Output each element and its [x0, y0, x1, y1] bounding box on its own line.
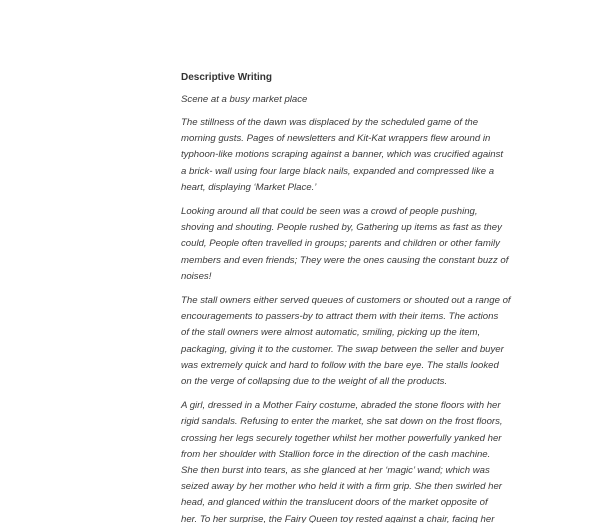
paragraph-line: The stall owners either served queues of customers or shouted out a range of — [181, 295, 511, 307]
paragraph — [181, 115, 529, 196]
paragraph — [181, 293, 529, 390]
paragraph-line: morning gusts. Pages of newsletters and Kit-Kat wrappers flew around in — [181, 133, 491, 145]
paragraph-line: seized away by her mother who held it with a firm grip. She then swirled her — [181, 481, 503, 493]
paragraph-line: was extremely quick and hard to follow with the bare eye. The stalls looked — [181, 359, 499, 371]
paragraph-line: typhoon-like motions scraping against a banner, which was crucified against — [181, 149, 504, 161]
paragraph-line: shoving and shouting. People rushed by, Gathering up items as fast as they — [181, 222, 502, 234]
paragraph-line: members and even friends; They were the ones causing the constant buzz of — [181, 254, 509, 266]
document-title: Descriptive Writing — [181, 72, 272, 83]
paragraph-line: packaging, giving it to the customer. The swap between the seller and buyer — [181, 343, 504, 355]
paragraph-line: crossing her legs securely together whilst her mother powerfully yanked her — [181, 432, 502, 444]
paragraph-line: her. To her surprise, the Fairy Queen toy rested against a chair, facing her — [181, 513, 495, 523]
paragraph-list — [181, 115, 529, 523]
paragraph-line: head, and glanced within the translucent doors of the market opposite of — [181, 497, 488, 509]
document-subtitle: Scene at a busy market place — [181, 94, 308, 105]
document-body — [181, 71, 529, 523]
paragraph-line: could, People often travelled in groups; parents and children or other family — [181, 238, 500, 250]
paragraph-line: heart, displaying ‘Market Place.’ — [181, 181, 317, 193]
paragraph-line: noises! — [181, 270, 212, 282]
paragraph-line: from her shoulder with Stallion force in the direction of the cash machine. — [181, 448, 491, 460]
paragraph-line: a brick- wall using four large black nails, expanded and compressed like a — [181, 165, 495, 177]
paragraph-line: encouragements to passers-by to attract them with their items. The actions — [181, 311, 499, 323]
paragraph-line: She then burst into tears, as she glanced at her ‘magic’ wand; which was — [181, 465, 490, 477]
paragraph-line: A girl, dressed in a Mother Fairy costume, abraded the stone floors with her — [181, 400, 501, 412]
paragraph-line: of the stall owners were almost automatic, smiling, picking up the item, — [181, 327, 481, 339]
paragraph — [181, 398, 529, 523]
paragraph — [181, 204, 529, 285]
paragraph-line: Looking around all that could be seen was a crowd of people pushing, — [181, 206, 478, 218]
paragraph-line: The stillness of the dawn was displaced by the scheduled game of the — [181, 117, 479, 128]
paragraph-line: on the verge of collapsing due to the weight of all the products. — [181, 376, 448, 388]
paragraph-line: rigid sandals. Refusing to enter the market, she sat down on the frost floors, — [181, 416, 503, 428]
